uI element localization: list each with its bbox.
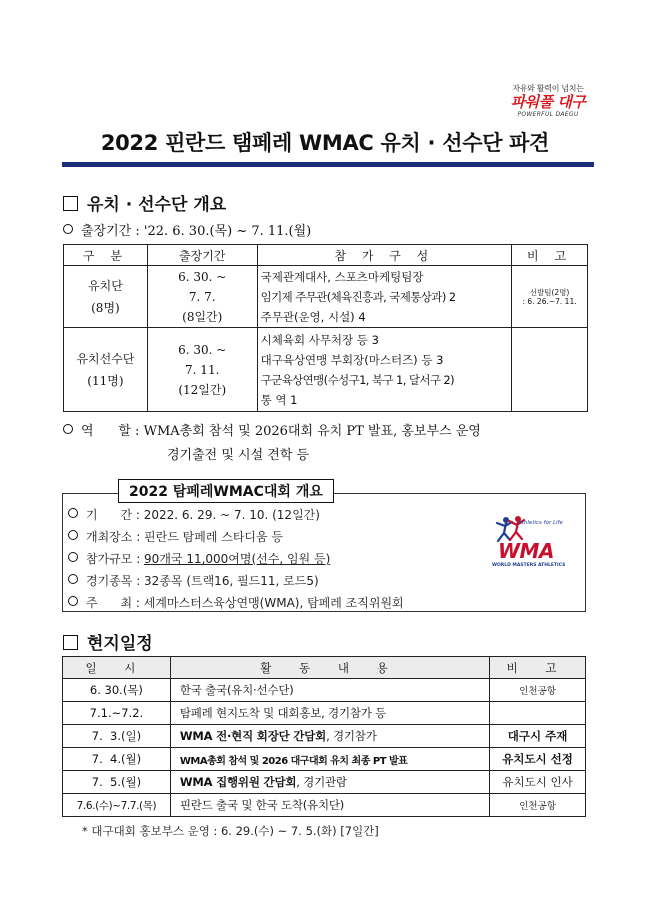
- period-cell: [147, 328, 257, 412]
- date-cell: 7.1.~7.2.: [63, 702, 171, 725]
- activity-bold: WMA 전·현직 회장단 간담회: [179, 729, 327, 743]
- note-line: 선발팀(2명): [529, 287, 570, 297]
- activity-cell: 한국 출국(유치·선수단): [170, 679, 489, 702]
- item-value: 2022. 6. 29. ~ 7. 10. (12일간): [143, 508, 320, 522]
- circle-bullet-icon: [68, 596, 78, 606]
- header-cell: 일 시: [63, 657, 171, 679]
- circle-bullet-icon: [68, 574, 78, 584]
- circle-bullet-icon: [63, 224, 73, 234]
- header-cell: 참 가 구 성: [257, 245, 511, 266]
- overview-item: 기 간 : 2022. 6. 29. ~ 7. 10. (12일간): [68, 506, 320, 523]
- table-row: [63, 702, 586, 725]
- period-start: 6. 30. ~: [178, 269, 227, 284]
- group-cell: [64, 266, 148, 328]
- table-row: [64, 328, 588, 412]
- item-value: 핀란드 탐페레 스타디움 등: [144, 530, 284, 544]
- header-cell: 비 고: [490, 657, 586, 679]
- date-cell: 7. 3.(일): [63, 725, 171, 748]
- period-value: '22. 6. 30.(목) ~ 7. 11.(월): [143, 224, 312, 239]
- note-cell: [512, 266, 588, 328]
- activity-rest: , 경기관람: [296, 775, 347, 789]
- note-cell: [512, 328, 588, 412]
- member-line: 구군육상연맹(수성구1, 북구 1, 달서구 2): [260, 372, 455, 387]
- table-row: [64, 266, 588, 328]
- header-cell: 활 동 내 용: [170, 657, 489, 679]
- member-line: 주무관(운영, 시설) 4: [260, 309, 366, 324]
- table-row: [63, 771, 586, 794]
- overview-item: 경기종목 : 32종목 (트랙16, 필드11, 로드5): [68, 572, 319, 589]
- activity-bold: WMA 집행위원 간담회: [179, 775, 297, 789]
- table-row: [63, 794, 586, 817]
- section-heading-text: 유치 · 선수단 개요: [87, 195, 227, 215]
- table-header-row: [63, 657, 586, 679]
- activity-cell: 핀란드 출국 및 한국 도착(유치단): [170, 794, 489, 817]
- remark-cell: [490, 702, 586, 725]
- overview-item: 참가규모 : 90개국 11,000여명(선수, 임원 등): [68, 550, 330, 567]
- delegation-table: [63, 244, 588, 412]
- activity-cell: [170, 725, 489, 748]
- footnote: * 대구대회 홍보부스 운영 : 6. 29.(수) ~ 7. 5.(화) [7일간]: [82, 824, 379, 838]
- table-row: [63, 725, 586, 748]
- activity-cell: WMA총회 참석 및 2026 대구대회 유치 최종 PT 발표: [170, 748, 489, 771]
- group-name: 유치단: [88, 278, 123, 293]
- member-line: 국제관계대사, 스포츠마케팅팀장: [260, 269, 424, 284]
- date-cell: 7. 5.(월): [63, 771, 171, 794]
- checkbox-square-icon: [63, 196, 78, 211]
- group-name: 유치선수단: [76, 351, 135, 366]
- item-label: 참가규모: [86, 552, 133, 566]
- member-line: 통 역 1: [260, 392, 298, 407]
- table-row: [63, 748, 586, 771]
- activity-cell: [170, 771, 489, 794]
- period-line: 출장기간 : '22. 6. 30.(목) ~ 7. 11.(월): [63, 220, 311, 239]
- group-count: (8명): [91, 300, 120, 315]
- table-row: [63, 679, 586, 702]
- overview-item: 주 최 : 세계마스터스육상연맹(WMA), 탐페레 조직위원회: [68, 594, 404, 611]
- checkbox-square-icon: [63, 635, 78, 650]
- remark-cell: 인천공항: [490, 679, 586, 702]
- circle-bullet-icon: [68, 552, 78, 562]
- overview-item: 개최장소 : 핀란드 탐페레 스타디움 등: [68, 528, 283, 545]
- member-line: 대구육상연맹 부회장(마스터즈) 등 3: [260, 352, 444, 367]
- table-header-row: [64, 245, 588, 266]
- header-cell: 구 분: [64, 245, 148, 266]
- page-title: 2022 핀란드 탬페레 WMAC 유치 · 선수단 파견: [100, 131, 550, 155]
- item-label: 주 최: [86, 596, 133, 610]
- circle-bullet-icon: [63, 424, 73, 434]
- member-line: 시체육회 사무처장 등 3: [260, 332, 379, 347]
- section-heading-schedule: [63, 629, 153, 654]
- wma-logo: [492, 514, 566, 572]
- member-line: 임기제 주무관(체육진흥과, 국제통상과) 2: [260, 289, 456, 304]
- logo-name: 파워풀 대구: [510, 93, 586, 111]
- section-heading-text: 현지일정: [87, 634, 153, 654]
- wma-name: WMA: [498, 539, 554, 563]
- remark-cell: 유치도시 선정: [490, 748, 586, 771]
- item-value: 90개국 11,000여명(선수, 임원 등): [144, 552, 331, 566]
- item-value: 세계마스터스육상연맹(WMA), 탐페레 조직위원회: [143, 596, 404, 610]
- header-cell: 비 고: [512, 245, 588, 266]
- section-heading-overview: [63, 190, 226, 215]
- date-cell: 6. 30.(목): [63, 679, 171, 702]
- period-end: 7. 7.: [188, 289, 216, 304]
- period-days: (8일간): [182, 309, 223, 324]
- wma-subtitle: WORLD MASTERS ATHLETICS: [492, 563, 566, 568]
- item-label: 경기종목: [86, 574, 133, 588]
- title-rule: [62, 162, 594, 167]
- header-cell: 출장기간: [147, 245, 257, 266]
- period-end: 7. 11.: [185, 362, 220, 377]
- circle-bullet-icon: [68, 508, 78, 518]
- members-cell: [257, 328, 511, 412]
- period-start: 6. 30. ~: [178, 342, 227, 357]
- remark-cell: 인천공항: [490, 794, 586, 817]
- group-count: (11명): [87, 373, 124, 388]
- circle-bullet-icon: [68, 530, 78, 540]
- role-text: WMA총회 참석 및 2026대회 유치 PT 발표, 홍보부스 운영: [143, 424, 481, 439]
- role-label: 역 할: [81, 424, 131, 439]
- period-days: (12일간): [178, 382, 227, 397]
- note-line: : 6. 26.~7. 11.: [522, 296, 577, 306]
- date-cell: 7. 4.(월): [63, 748, 171, 771]
- group-cell: [64, 328, 148, 412]
- remark-cell: 대구시 주재: [490, 725, 586, 748]
- period-label: 출장기간: [81, 224, 132, 239]
- remark-cell: 유치도시 인사: [490, 771, 586, 794]
- activity-rest: , 경기참가: [326, 729, 377, 743]
- item-label: 개최장소: [86, 530, 133, 544]
- date-cell: 7.6.(수)~7.7.(목): [63, 794, 171, 817]
- item-value: 32종목 (트랙16, 필드11, 로드5): [144, 574, 319, 588]
- overview-title: 2022 탐페레WMAC대회 개요: [118, 479, 334, 503]
- logo-english: POWERFUL DAEGU: [517, 111, 579, 118]
- period-cell: [147, 266, 257, 328]
- schedule-table: [62, 656, 586, 817]
- item-label: 기 간: [86, 508, 133, 522]
- activity-cell: 탐페레 현지도착 및 대회홍보, 경기참가 등: [170, 702, 489, 725]
- role-line: 역 할 : WMA총회 참석 및 2026대회 유치 PT 발표, 홍보부스 운영: [63, 420, 481, 439]
- members-cell: [257, 266, 511, 328]
- logo-tagline: 자유와 활력이 넘치는: [512, 84, 584, 93]
- daegu-logo: [498, 83, 598, 118]
- role-line-2: 경기출전 및 시설 견학 등: [167, 448, 310, 463]
- wma-tagline: Athletics for Life: [518, 520, 563, 526]
